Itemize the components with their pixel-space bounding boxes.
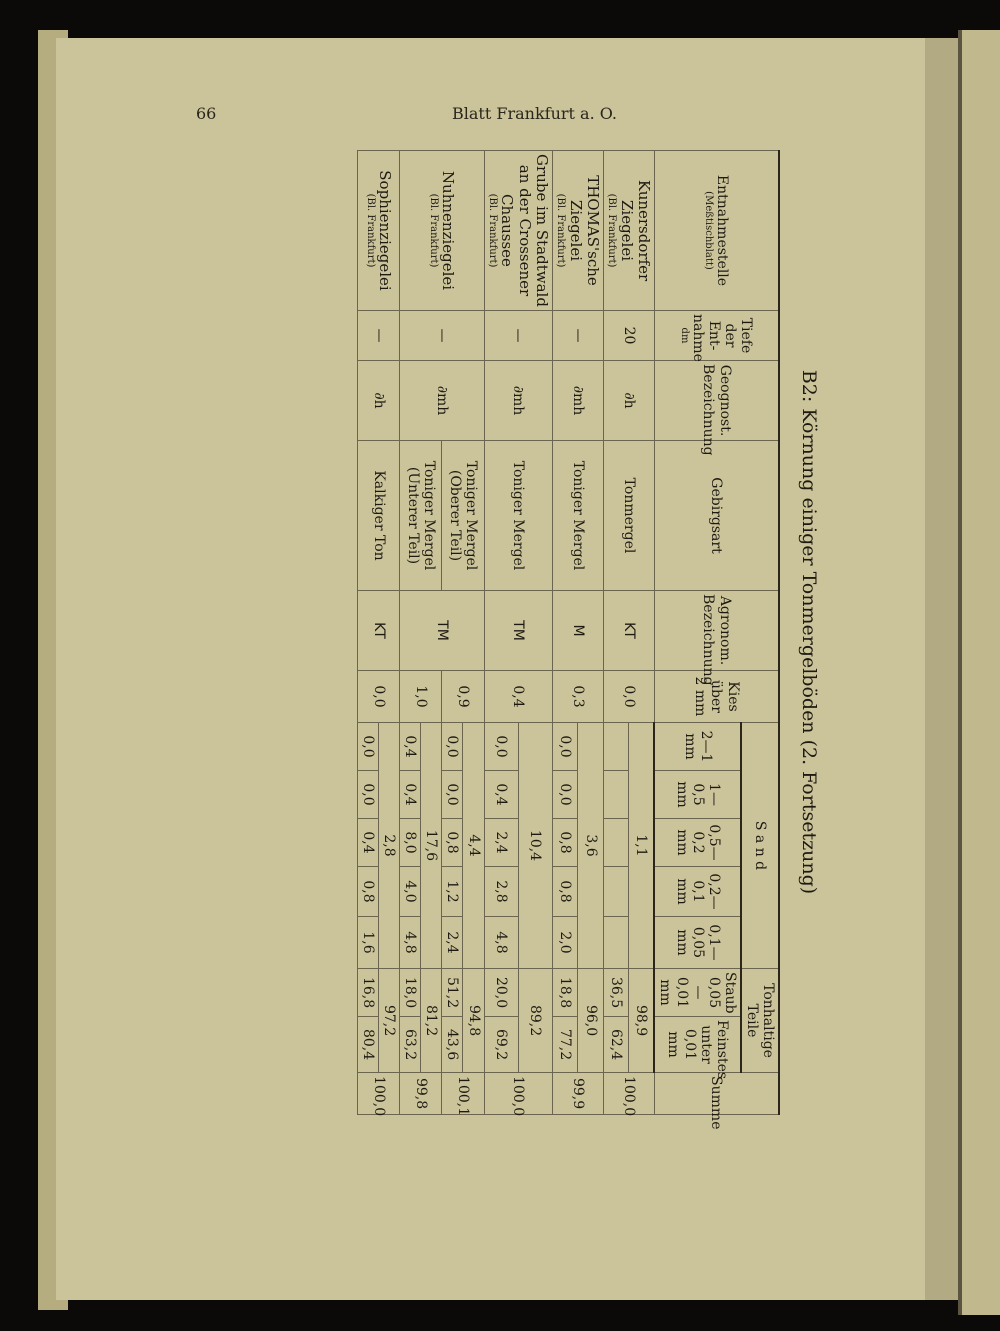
- cell-sand-total: 1,1: [629, 723, 655, 969]
- cell-feinstes: 69,2: [484, 1017, 518, 1073]
- cell-gebirgsart-unterer: Toniger Mergel (Unterer Teil): [400, 441, 442, 591]
- header-agronom: Agronom. Bezeichnung: [654, 591, 779, 671]
- header-tonhaltige: Tonhaltige Teile: [741, 969, 779, 1073]
- cell-feinstes: 43,6: [442, 1017, 463, 1073]
- cell-kies: 0,3: [552, 671, 603, 723]
- cell-sand-05-02: 0,8: [552, 819, 578, 867]
- cell-sand-2-1: 0,0: [552, 723, 578, 771]
- cell-entnahmestelle: [484, 151, 552, 311]
- cell-summe: 100,0: [603, 1073, 654, 1115]
- cell-geognost: ∂h: [358, 361, 400, 441]
- cell-ton-total: 94,8: [463, 969, 484, 1073]
- table-caption: B2: Körnung einiger Tonmergelböden (2. Fortsetzung): [798, 369, 820, 895]
- cell-staub: 20,0: [484, 969, 518, 1017]
- cell-sand-02-01: 0,8: [552, 867, 578, 917]
- header-kies: Kies über 2 mm: [654, 671, 779, 723]
- cell-entnahmestelle: [552, 151, 603, 311]
- header-feinstes: Feinstes unter 0,01 mm: [654, 1017, 740, 1073]
- cell-agronom: TM: [484, 591, 552, 671]
- cell-gebirgsart: Tonmergel: [603, 441, 654, 591]
- table-row-stadtwald-totals: [518, 151, 552, 1115]
- location-name: THOMAS'sche Ziegelei: [566, 175, 602, 286]
- cell-sand-02-01: [603, 867, 628, 917]
- cell-sand-total: 4,4: [463, 723, 484, 969]
- cell-feinstes: 63,2: [400, 1017, 421, 1073]
- cell-sand-1-05: 0,0: [358, 771, 379, 819]
- cell-sand-1-05: 0,4: [484, 771, 518, 819]
- cell-sand-05-02: 2,4: [484, 819, 518, 867]
- cell-sand-02-01: 1,2: [442, 867, 463, 917]
- table-row-nuhnen-oberer-totals: [463, 151, 484, 1115]
- location-name: Sophienziegelei: [376, 170, 394, 291]
- header-tiefe: [654, 311, 779, 361]
- cell-sand-01-005: 4,8: [400, 917, 421, 969]
- cell-summe: 99,8: [400, 1073, 442, 1115]
- cell-feinstes: 62,4: [603, 1017, 628, 1073]
- header-sand-02-01: 0,2— 0,1 mm: [654, 867, 740, 917]
- cell-geognost: ∂h: [603, 361, 654, 441]
- cell-summe: 100,0: [484, 1073, 552, 1115]
- cell-entnahmestelle: [400, 151, 484, 311]
- cell-tiefe: —: [358, 311, 400, 361]
- cell-sand-05-02: 8,0: [400, 819, 421, 867]
- cell-ton-total: 97,2: [379, 969, 400, 1073]
- running-head: Blatt Frankfurt a. O.: [452, 104, 618, 123]
- cell-staub: 18,8: [552, 969, 578, 1017]
- location-sheet: (Bl. Frankfurt): [487, 193, 499, 268]
- cell-geognost: ∂mh: [484, 361, 552, 441]
- location-sheet: (Bl. Frankfurt): [428, 193, 440, 268]
- cell-gebirgsart: Kalkiger Ton: [358, 441, 400, 591]
- cell-kies: 0,0: [358, 671, 400, 723]
- cell-sand-01-005: 2,4: [442, 917, 463, 969]
- cell-feinstes: 77,2: [552, 1017, 578, 1073]
- location-sheet: (Bl. Frankfurt): [555, 193, 567, 268]
- header-sand-2-1: 2—1 mm: [654, 723, 740, 771]
- location-sheet: (Bl. Frankfurt): [364, 193, 376, 268]
- cell-staub: 36,5: [603, 969, 628, 1017]
- rotated-table-block: [110, 150, 820, 1130]
- header-entnahmestelle: [654, 151, 779, 311]
- cell-tiefe: —: [484, 311, 552, 361]
- header-entnahmestelle-label: Entnahmestelle: [714, 174, 731, 287]
- header-tiefe-unit: dm: [678, 327, 690, 344]
- cell-staub: 18,0: [400, 969, 421, 1017]
- header-gebirgsart: Gebirgsart: [654, 441, 779, 591]
- cell-ton-total: 98,9: [629, 969, 655, 1073]
- cell-kies: 1,0: [400, 671, 442, 723]
- cell-sand-05-02: 0,8: [442, 819, 463, 867]
- header-sand-01-005: 0,1— 0,05 mm: [654, 917, 740, 969]
- facing-page-edge: [958, 30, 1000, 1315]
- cell-gebirgsart: Toniger Mergel: [484, 441, 552, 591]
- location-sheet: (Bl. Frankfurt): [606, 193, 618, 268]
- cell-sand-01-005: 2,0: [552, 917, 578, 969]
- grain-size-table: [357, 150, 780, 1130]
- cell-sand-2-1: 0,4: [400, 723, 421, 771]
- cell-summe: 100,0: [358, 1073, 400, 1115]
- cell-agronom: KT: [603, 591, 654, 671]
- header-summe: Summe: [654, 1073, 779, 1115]
- cell-summe: 100,1: [442, 1073, 484, 1115]
- header-sand-1-05: 1—0,5 mm: [654, 771, 740, 819]
- cell-sand-1-05: 0,0: [442, 771, 463, 819]
- cell-feinstes: 80,4: [358, 1017, 379, 1073]
- cell-summe: 99,9: [552, 1073, 603, 1115]
- page-gutter-shadow: [925, 38, 958, 1300]
- cell-entnahmestelle: [358, 151, 400, 311]
- cell-sand-1-05: 0,0: [552, 771, 578, 819]
- cell-kies: 0,0: [603, 671, 654, 723]
- table-row-sophien-totals: [379, 151, 400, 1115]
- cell-geognost: ∂mh: [400, 361, 484, 441]
- cell-sand-02-01: 4,0: [400, 867, 421, 917]
- cell-sand-2-1: 0,0: [442, 723, 463, 771]
- header-sand-05-02: 0,5— 0,2 mm: [654, 819, 740, 867]
- header-geognost: Geognost. Bezeichnung: [654, 361, 779, 441]
- location-name: Nuhnenziegelei: [439, 170, 458, 291]
- cell-kies: 0,4: [484, 671, 552, 723]
- cell-gebirgsart: Toniger Mergel: [552, 441, 603, 591]
- cell-kies: 0,9: [442, 671, 484, 723]
- cell-sand-05-02: [603, 819, 628, 867]
- cell-sand-2-1: 0,0: [358, 723, 379, 771]
- cell-sand-2-1: [603, 723, 628, 771]
- cell-sand-02-01: 0,8: [358, 867, 379, 917]
- cell-sand-total: 2,8: [379, 723, 400, 969]
- cell-ton-total: 96,0: [578, 969, 604, 1073]
- table-row-thomas-totals: [578, 151, 604, 1115]
- location-name: Kunersdorfer Ziegelei: [617, 179, 653, 282]
- cell-tiefe: —: [400, 311, 484, 361]
- cell-sand-01-005: [603, 917, 628, 969]
- cell-entnahmestelle: [603, 151, 654, 311]
- cell-ton-total: 81,2: [421, 969, 442, 1073]
- header-sand: S a n d: [741, 723, 779, 969]
- cell-agronom: TM: [400, 591, 484, 671]
- cell-sand-01-005: 1,6: [358, 917, 379, 969]
- header-entnahmestelle-sub: (Meßtischblatt): [703, 191, 715, 270]
- cell-sand-05-02: 0,4: [358, 819, 379, 867]
- cell-staub: 51,2: [442, 969, 463, 1017]
- cell-gebirgsart-oberer: Toniger Mergel (Oberer Teil): [442, 441, 484, 591]
- table-row-kunersdorf-totals: [629, 151, 655, 1115]
- cell-tiefe: 20: [603, 311, 654, 361]
- cell-sand-total: 10,4: [518, 723, 552, 969]
- cell-sand-total: 3,6: [578, 723, 604, 969]
- cell-sand-1-05: 0,4: [400, 771, 421, 819]
- cell-geognost: ∂mh: [552, 361, 603, 441]
- cell-sand-01-005: 4,8: [484, 917, 518, 969]
- cell-sand-02-01: 2,8: [484, 867, 518, 917]
- location-name: Grube im Stadtwald an der Crossener Chaussee: [498, 154, 551, 307]
- cell-ton-total: 89,2: [518, 969, 552, 1073]
- cell-agronom: KT: [358, 591, 400, 671]
- cell-sand-2-1: 0,0: [484, 723, 518, 771]
- cell-tiefe: —: [552, 311, 603, 361]
- cell-staub: 16,8: [358, 969, 379, 1017]
- cell-agronom: M: [552, 591, 603, 671]
- header-staub: Staub 0,05— 0,01 mm: [654, 969, 740, 1017]
- header-tiefe-label: Tiefe der Ent-nahme: [690, 314, 755, 362]
- page-number: 66: [196, 104, 217, 123]
- cell-sand-total: 17,6: [421, 723, 442, 969]
- cell-sand-1-05: [603, 771, 628, 819]
